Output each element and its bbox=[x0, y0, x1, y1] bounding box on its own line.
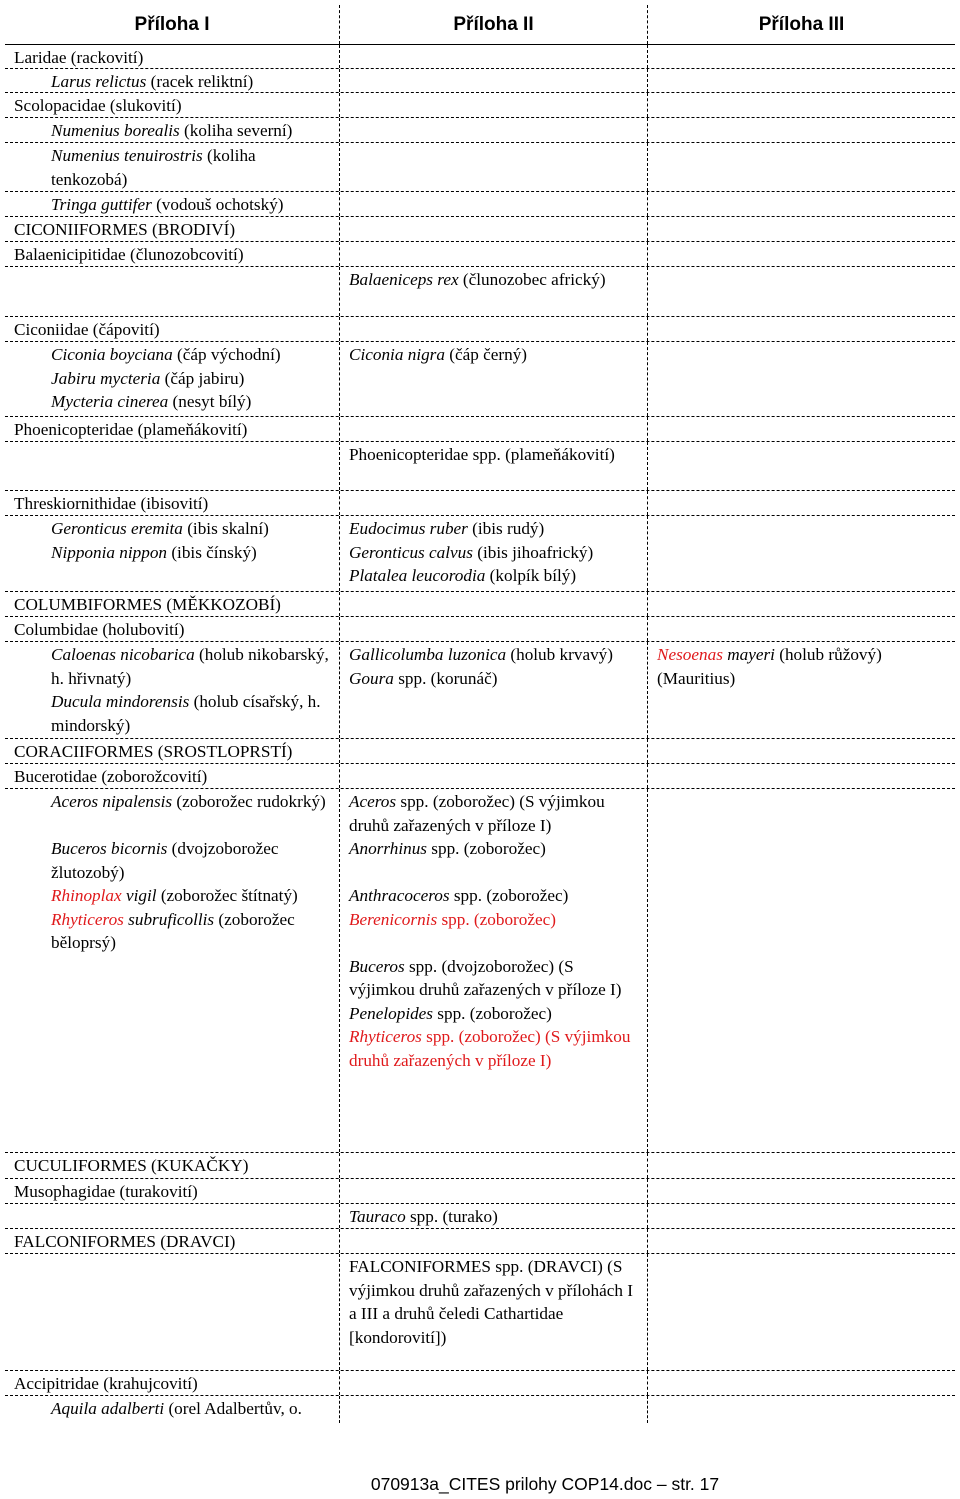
table-row bbox=[5, 267, 955, 317]
entry-text: (zoborožec štítnatý) bbox=[156, 886, 298, 905]
annex-ii-cell bbox=[340, 516, 648, 591]
entry-text: Threskiornithidae (ibisovití) bbox=[14, 494, 209, 513]
entry-text: spp. (korunáč) bbox=[393, 668, 498, 688]
annex-i-cell bbox=[5, 789, 340, 1152]
annex-i-cell bbox=[5, 642, 340, 738]
table-row bbox=[5, 1153, 955, 1179]
entry-text: (nesyt bílý) bbox=[168, 392, 252, 411]
annex-iii-cell bbox=[648, 192, 955, 216]
table-row bbox=[5, 69, 955, 93]
table-row bbox=[5, 45, 955, 69]
entry-line bbox=[14, 193, 333, 217]
entry-line bbox=[14, 517, 333, 541]
taxon-name: Balaeniceps rex bbox=[349, 270, 459, 289]
annex-iii-cell bbox=[648, 143, 955, 191]
annex-i-cell bbox=[5, 1179, 340, 1203]
entry-line bbox=[14, 618, 333, 642]
entry-line bbox=[14, 740, 333, 764]
taxon-name: Ciconia nigra bbox=[349, 345, 445, 364]
entry-text: spp. (zoborožec) bbox=[427, 839, 546, 858]
table-row bbox=[5, 1396, 955, 1423]
entry-line bbox=[14, 144, 333, 191]
entry-line bbox=[349, 790, 641, 837]
entry-text: spp. (zoborožec) bbox=[433, 1003, 552, 1023]
annex-i-cell bbox=[5, 617, 340, 641]
annex-iii-cell bbox=[648, 1229, 955, 1253]
entry-text: (holub růžový) (Mauritius) bbox=[657, 645, 882, 688]
entry-line bbox=[349, 1205, 641, 1229]
annex-iii-cell bbox=[648, 516, 955, 591]
entry-text: Musophagidae (turakovití) bbox=[14, 1182, 198, 1201]
entry-line bbox=[14, 1154, 333, 1178]
annex-ii-cell bbox=[340, 1254, 648, 1370]
annex-i-cell bbox=[5, 516, 340, 591]
table-row bbox=[5, 516, 955, 592]
annex-iii-cell bbox=[648, 617, 955, 641]
entry-text: Ciconiidae (čápovití) bbox=[14, 320, 160, 339]
table-row bbox=[5, 143, 955, 192]
entry-text: (ibis skalní) bbox=[182, 519, 269, 538]
annex-ii-cell bbox=[340, 242, 648, 266]
entry-line bbox=[14, 814, 333, 838]
taxon-name: Buceros bbox=[349, 956, 405, 976]
entry-line bbox=[14, 593, 333, 617]
entry-line bbox=[14, 690, 333, 737]
annex-i-cell bbox=[5, 1396, 340, 1423]
entry-text: spp. (dvojzoborožec) (S výjimkou druhů zařazených v příloze I) bbox=[349, 956, 622, 999]
table-body bbox=[5, 45, 955, 1423]
annex-ii-cell bbox=[340, 739, 648, 763]
annex-iii-cell bbox=[648, 267, 955, 316]
annex-i-cell bbox=[5, 45, 340, 68]
entry-text: spp. (zoborožec) (S výjimkou druhů zařazených v příloze I) bbox=[349, 792, 605, 835]
annex-iii-cell bbox=[648, 1254, 955, 1370]
entry-line bbox=[349, 1002, 641, 1026]
entry-text: (ibis jihoafrický) bbox=[472, 542, 594, 562]
annex-ii-cell bbox=[340, 789, 648, 1152]
table-row bbox=[5, 93, 955, 118]
annex-i-cell bbox=[5, 1371, 340, 1395]
taxon-name: Numenius tenuirostris bbox=[51, 146, 203, 165]
table-row bbox=[5, 592, 955, 617]
entry-line bbox=[14, 1230, 333, 1254]
annex-ii-cell bbox=[340, 1179, 648, 1203]
header-annex-iii: Příloha III bbox=[758, 13, 845, 35]
taxon-name: Caloenas nicobarica bbox=[51, 645, 195, 664]
annex-iii-cell bbox=[648, 242, 955, 266]
entry-text: COLUMBIFORMES (MĚKKOZOBÍ) bbox=[14, 595, 281, 614]
taxon-name: Mycteria cinerea bbox=[51, 392, 169, 411]
annex-i-cell bbox=[5, 143, 340, 191]
entry-line bbox=[349, 667, 641, 691]
entry-line bbox=[349, 517, 641, 541]
entry-text: Balaenicipitidae (člunozobcovití) bbox=[14, 245, 244, 264]
annex-ii-cell bbox=[340, 217, 648, 241]
taxon-name: Rhyticeros bbox=[51, 909, 124, 929]
taxon-name: Rhinoplax bbox=[51, 886, 122, 905]
taxon-name: Anthracoceros bbox=[349, 886, 450, 905]
entry-line bbox=[14, 765, 333, 789]
taxon-name: Ducula mindorensis bbox=[51, 692, 190, 711]
annex-i-cell bbox=[5, 417, 340, 441]
entry-text: (holub císařský, h. mindorský) bbox=[51, 692, 321, 735]
annex-i-cell bbox=[5, 1229, 340, 1253]
entry-text: Phoenicopteridae (plameňákovití) bbox=[14, 420, 248, 439]
entry-line bbox=[14, 218, 333, 242]
annex-iii-cell bbox=[648, 342, 955, 416]
taxon-name: Geronticus calvus bbox=[349, 542, 473, 562]
table-row bbox=[5, 789, 955, 1153]
taxon-name: Gallicolumba luzonica bbox=[349, 645, 507, 664]
entry-text: (dvojzoborožec žlutozobý) bbox=[51, 839, 279, 882]
header-annex-ii: Příloha II bbox=[340, 5, 648, 44]
taxon-name: subruficollis bbox=[123, 909, 215, 929]
annex-ii-cell bbox=[340, 267, 648, 316]
annex-i-cell bbox=[5, 69, 340, 92]
entry-text: Bucerotidae (zoborožcovití) bbox=[14, 767, 208, 786]
annex-i-cell bbox=[5, 764, 340, 788]
annex-iii-cell bbox=[648, 217, 955, 241]
entry-line bbox=[14, 643, 333, 690]
annex-i-cell bbox=[5, 267, 340, 316]
annex-i-cell bbox=[5, 242, 340, 266]
entry-text: (koliha severní) bbox=[179, 121, 293, 140]
table-row bbox=[5, 1229, 955, 1254]
entry-line bbox=[349, 443, 641, 467]
entry-line bbox=[349, 1025, 641, 1072]
annex-i-cell bbox=[5, 1153, 340, 1178]
entry-text: (racek reliktní) bbox=[146, 72, 254, 91]
entry-line bbox=[14, 1180, 333, 1204]
annex-iii-cell bbox=[648, 317, 955, 341]
entry-line bbox=[14, 492, 333, 516]
annex-ii-cell bbox=[340, 1229, 648, 1253]
annex-ii-cell bbox=[340, 592, 648, 616]
entry-text: (holub krvavý) bbox=[506, 645, 613, 664]
annex-ii-cell bbox=[340, 1371, 648, 1395]
table-row bbox=[5, 1371, 955, 1396]
annex-iii-cell bbox=[648, 1204, 955, 1228]
taxon-name: Tringa guttifer bbox=[51, 195, 152, 214]
annex-i-cell bbox=[5, 342, 340, 416]
entry-line bbox=[14, 318, 333, 342]
taxon-name: Buceros bicornis bbox=[51, 839, 168, 858]
taxon-name: Aquila adalberti bbox=[51, 1399, 165, 1418]
entry-line bbox=[349, 1255, 641, 1349]
entry-line bbox=[14, 908, 333, 955]
annex-ii-cell bbox=[340, 317, 648, 341]
entry-line bbox=[14, 541, 333, 565]
taxon-name: Berenicornis bbox=[349, 909, 438, 929]
entry-text: spp. (turako) bbox=[405, 1207, 498, 1226]
entry-line bbox=[14, 94, 333, 118]
entry-text: CUCULIFORMES (KUKAČKY) bbox=[14, 1156, 249, 1175]
entry-text: (čáp východní) bbox=[172, 345, 281, 364]
annex-iii-cell bbox=[648, 1396, 955, 1423]
annex-ii-cell bbox=[340, 764, 648, 788]
entry-text: (kolpík bílý) bbox=[485, 566, 577, 585]
annex-i-cell bbox=[5, 739, 340, 763]
entry-line bbox=[349, 268, 641, 292]
entry-text: (holub nikobarský, h. hřivnatý) bbox=[51, 645, 329, 688]
entry-line bbox=[14, 46, 333, 70]
entry-line bbox=[14, 837, 333, 884]
taxon-name: Larus relictus bbox=[51, 72, 147, 91]
annex-ii-cell bbox=[340, 69, 648, 92]
table-row bbox=[5, 118, 955, 143]
entry-text: spp. (zoborožec) bbox=[437, 909, 556, 929]
entry-line bbox=[349, 931, 641, 955]
entry-line bbox=[349, 861, 641, 885]
annex-ii-cell bbox=[340, 442, 648, 490]
annex-iii-cell bbox=[648, 642, 955, 738]
annex-i-cell bbox=[5, 192, 340, 216]
annex-ii-cell bbox=[340, 1153, 648, 1178]
annex-iii-cell bbox=[648, 1179, 955, 1203]
annex-iii-cell bbox=[648, 93, 955, 117]
taxon-name: Goura bbox=[349, 668, 394, 688]
table-row bbox=[5, 764, 955, 789]
entry-line bbox=[14, 418, 333, 442]
entry-line bbox=[349, 908, 641, 932]
entry-line bbox=[14, 390, 333, 414]
taxon-name: mayeri bbox=[722, 645, 775, 664]
entry-line bbox=[14, 790, 333, 814]
annex-i-cell bbox=[5, 317, 340, 341]
entry-text: Phoenicopteridae spp. (plameňákovití) bbox=[349, 445, 615, 464]
entry-line bbox=[14, 119, 333, 143]
header-annex-i: Příloha I bbox=[5, 5, 340, 44]
entry-text: (orel Adalbertův, o. bbox=[164, 1399, 302, 1418]
annex-ii-cell bbox=[340, 45, 648, 68]
table-row bbox=[5, 1254, 955, 1371]
table-row bbox=[5, 491, 955, 516]
annex-ii-cell bbox=[340, 1204, 648, 1228]
entry-text: CORACIIFORMES (SROSTLOPRSTÍ) bbox=[14, 742, 293, 761]
annex-ii-cell bbox=[340, 118, 648, 142]
annex-iii-cell bbox=[648, 789, 955, 1152]
annex-iii-cell bbox=[648, 739, 955, 763]
table-row bbox=[5, 1204, 955, 1229]
annex-ii-cell bbox=[340, 642, 648, 738]
entry-line bbox=[14, 243, 333, 267]
entry-text: Laridae (rackovití) bbox=[14, 48, 144, 67]
entry-text: (zoborožec běloprsý) bbox=[51, 909, 295, 952]
annex-iii-cell bbox=[648, 442, 955, 490]
entry-line bbox=[14, 1372, 333, 1396]
annex-iii-cell bbox=[648, 45, 955, 68]
annex-iii-cell bbox=[648, 417, 955, 441]
table-row bbox=[5, 317, 955, 342]
taxon-name: Numenius borealis bbox=[51, 121, 180, 140]
entry-text: FALCONIFORMES (DRAVCI) bbox=[14, 1232, 236, 1251]
entry-line bbox=[349, 564, 641, 588]
annex-i-cell bbox=[5, 1254, 340, 1370]
annex-iii-cell bbox=[648, 1153, 955, 1178]
taxon-name: Nesoenas bbox=[657, 645, 723, 664]
entry-text: (čáp jabiru) bbox=[160, 368, 245, 388]
entry-text: (člunozobec africký) bbox=[458, 270, 606, 289]
entry-line bbox=[349, 837, 641, 861]
annex-ii-cell bbox=[340, 491, 648, 515]
entry-text: CICONIIFORMES (BRODIVÍ) bbox=[14, 220, 236, 239]
table-row bbox=[5, 617, 955, 642]
annex-i-cell bbox=[5, 442, 340, 490]
taxon-name: Platalea leucorodia bbox=[349, 566, 486, 585]
taxon-name: Tauraco bbox=[349, 1207, 406, 1226]
table-row bbox=[5, 217, 955, 242]
taxon-name: Geronticus eremita bbox=[51, 519, 183, 538]
annex-iii-cell bbox=[648, 118, 955, 142]
annex-ii-cell bbox=[340, 1396, 648, 1423]
annex-i-cell bbox=[5, 1204, 340, 1228]
entry-text: Columbidae (holubovití) bbox=[14, 620, 185, 639]
entry-text: (vodouš ochotský) bbox=[151, 195, 284, 214]
annex-iii-cell bbox=[648, 764, 955, 788]
entry-text: Accipitridae (krahujcovití) bbox=[14, 1374, 198, 1393]
entry-line bbox=[349, 955, 641, 1002]
taxon-name: Aceros nipalensis bbox=[51, 792, 173, 811]
annex-ii-cell bbox=[340, 192, 648, 216]
entry-line bbox=[14, 1397, 333, 1421]
annex-i-cell bbox=[5, 592, 340, 616]
entry-line bbox=[349, 343, 641, 367]
annex-ii-cell bbox=[340, 93, 648, 117]
taxon-name: vigil bbox=[121, 886, 157, 905]
annex-iii-cell bbox=[648, 592, 955, 616]
table-row bbox=[5, 1179, 955, 1204]
taxon-name: Eudocimus ruber bbox=[349, 519, 468, 538]
table-row bbox=[5, 192, 955, 217]
page-footer bbox=[0, 1474, 960, 1495]
entry-line bbox=[349, 884, 641, 908]
annex-i-cell bbox=[5, 491, 340, 515]
entry-line bbox=[657, 643, 951, 690]
table-row bbox=[5, 642, 955, 739]
annex-iii-cell bbox=[648, 69, 955, 92]
entry-line bbox=[14, 343, 333, 367]
taxon-name: Aceros bbox=[349, 792, 397, 811]
annex-i-cell bbox=[5, 217, 340, 241]
entry-line bbox=[14, 70, 333, 94]
table-row bbox=[5, 739, 955, 764]
entry-line bbox=[349, 643, 641, 667]
annex-i-cell bbox=[5, 118, 340, 142]
annex-ii-cell bbox=[340, 617, 648, 641]
annex-iii-cell bbox=[648, 491, 955, 515]
table-row bbox=[5, 417, 955, 442]
entry-line bbox=[14, 884, 333, 908]
entry-line bbox=[349, 541, 641, 565]
table-row bbox=[5, 242, 955, 267]
entry-text: (koliha tenkozobá) bbox=[51, 146, 256, 189]
taxon-name: Penelopides bbox=[349, 1003, 433, 1023]
entry-text: (zoborožec rudokrký) bbox=[172, 792, 326, 811]
taxon-name: Rhyticeros bbox=[349, 1027, 422, 1046]
annex-iii-cell bbox=[648, 1371, 955, 1395]
taxon-name: Nipponia nippon bbox=[51, 542, 168, 562]
entry-text: Scolopacidae (slukovití) bbox=[14, 96, 182, 115]
taxon-name: Jabiru mycteria bbox=[51, 368, 161, 388]
annex-i-cell bbox=[5, 93, 340, 117]
footer-text: 070913a_CITES prilohy COP14.doc – str. 17 bbox=[370, 1474, 720, 1494]
entry-text: (ibis čínský) bbox=[167, 542, 257, 562]
entry-text: FALCONIFORMES spp. (DRAVCI) (S výjimkou druhů zařazených v přílohách I a III a druhů čeledi Cathartidae [kondorovití]) bbox=[349, 1257, 633, 1347]
annex-ii-cell bbox=[340, 417, 648, 441]
taxon-name: Ciconia boyciana bbox=[51, 345, 173, 364]
entry-text: spp. (zoborožec) (S výjimkou druhů zařazených v příloze I) bbox=[349, 1027, 631, 1070]
table-row bbox=[5, 442, 955, 491]
entry-text: (ibis rudý) bbox=[467, 519, 545, 538]
taxon-name: Anorrhinus bbox=[349, 839, 427, 858]
entry-text: spp. (zoborožec) bbox=[449, 886, 569, 905]
cites-annex-table bbox=[5, 5, 955, 1423]
entry-line bbox=[14, 367, 333, 391]
annex-ii-cell bbox=[340, 342, 648, 416]
table-row bbox=[5, 342, 955, 417]
table-header bbox=[5, 5, 955, 45]
annex-ii-cell bbox=[340, 143, 648, 191]
entry-text: (čáp černý) bbox=[444, 345, 528, 364]
